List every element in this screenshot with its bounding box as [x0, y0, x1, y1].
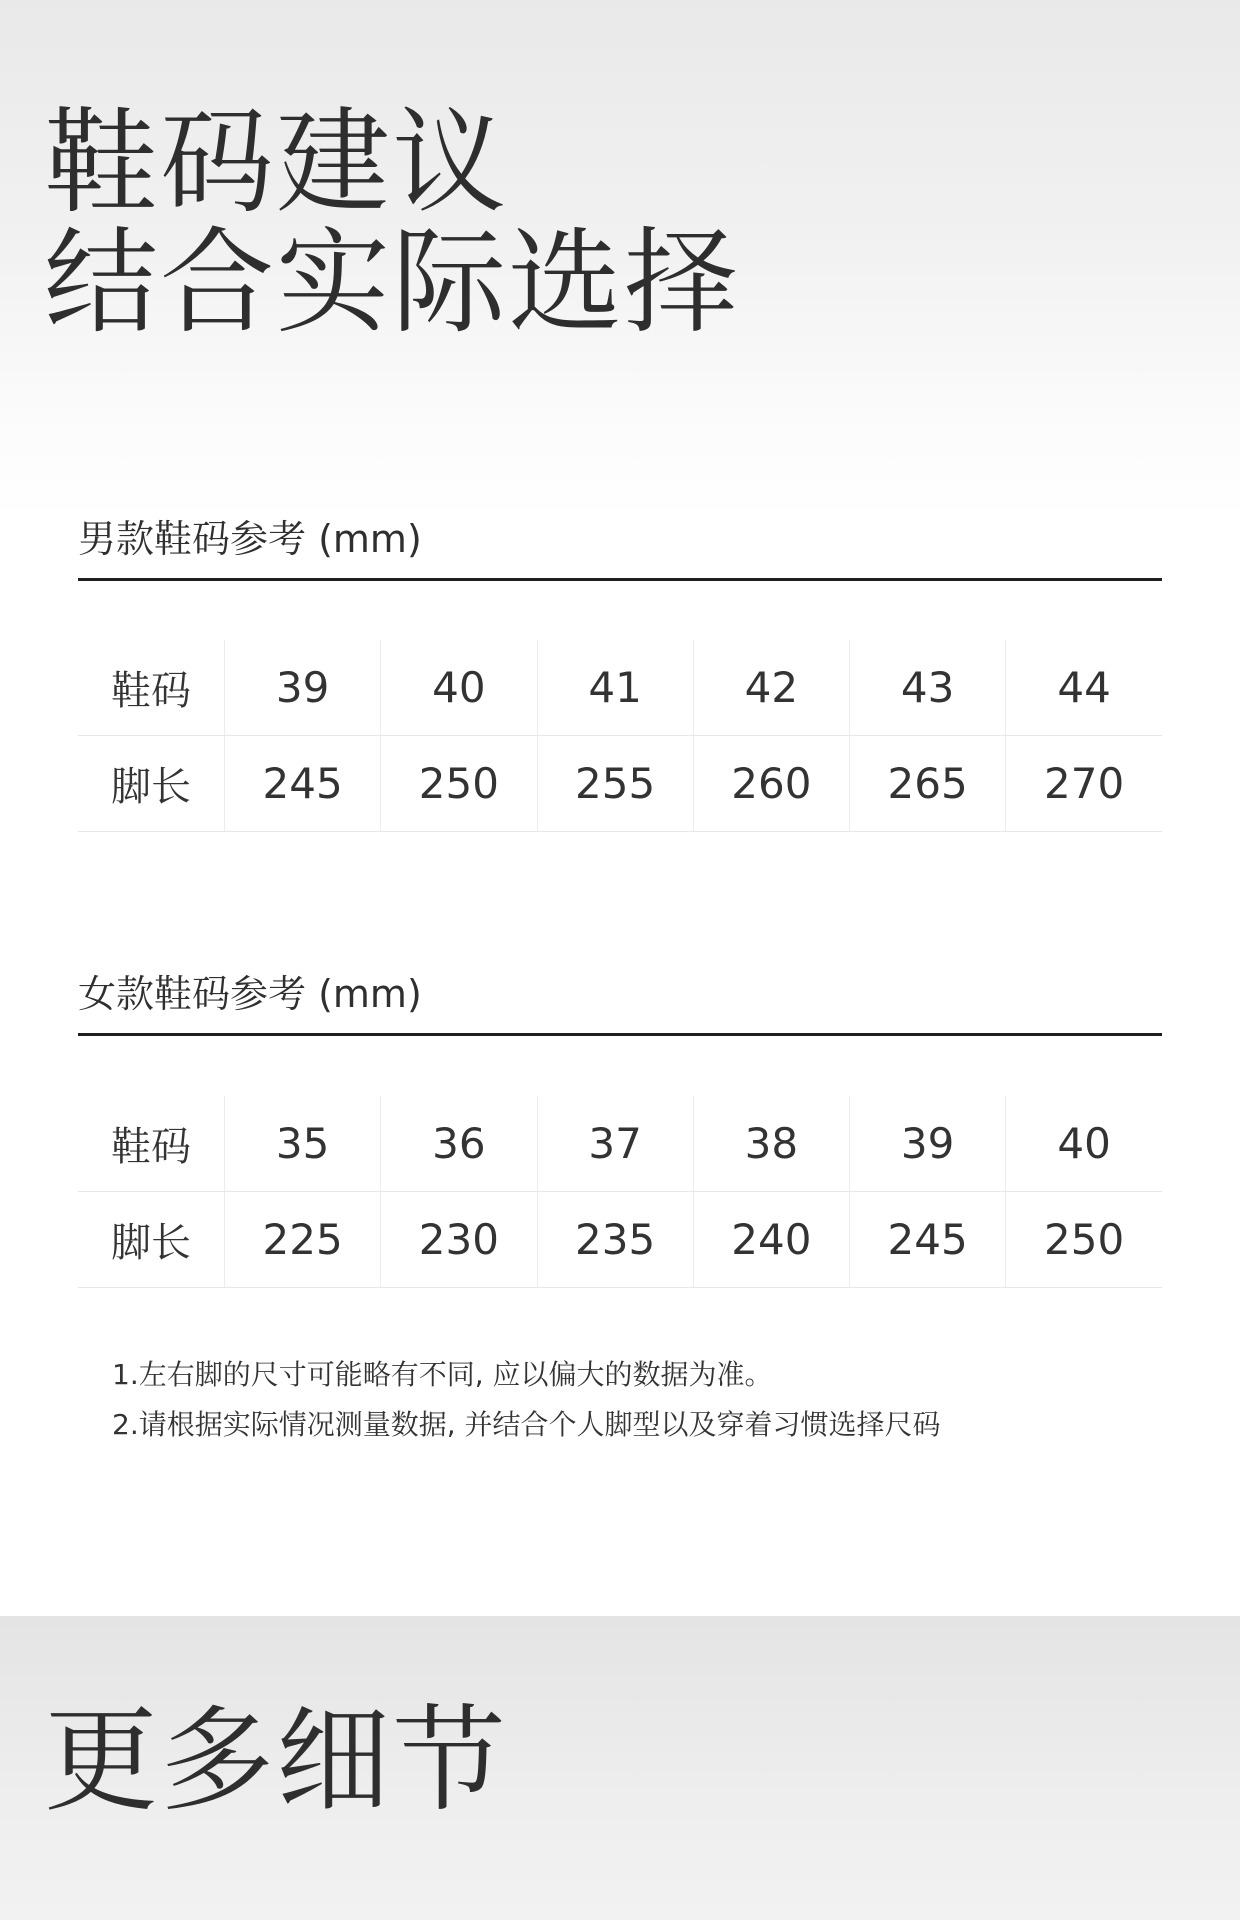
page-title-line1: 鞋码建议 [44, 96, 509, 229]
note-item: 2.请根据实际情况测量数据, 并结合个人脚型以及穿着习惯选择尺码 [112, 1408, 941, 1441]
size-cell: 44 [1006, 640, 1162, 736]
women-heading-rule [78, 1033, 1162, 1036]
length-cell: 225 [225, 1192, 381, 1288]
table-row [78, 640, 1162, 736]
length-cell: 230 [381, 1192, 537, 1288]
size-cell: 37 [537, 1096, 693, 1192]
size-cell: 38 [693, 1096, 849, 1192]
size-notes [112, 1350, 941, 1450]
length-cell: 265 [850, 736, 1006, 832]
page-title-line2: 结合实际选择 [44, 216, 741, 349]
row-label-size: 鞋码 [78, 1096, 225, 1192]
men-size-heading: 男款鞋码参考 (mm) [78, 517, 422, 561]
length-cell: 245 [225, 736, 381, 832]
length-cell: 245 [850, 1192, 1006, 1288]
length-cell: 255 [537, 736, 693, 832]
size-cell: 40 [1006, 1096, 1162, 1192]
more-details-title: 更多细节 [44, 1694, 509, 1827]
size-cell: 39 [225, 640, 381, 736]
length-cell: 250 [381, 736, 537, 832]
women-size-heading: 女款鞋码参考 (mm) [78, 972, 422, 1016]
row-label-size: 鞋码 [78, 640, 225, 736]
size-cell: 41 [537, 640, 693, 736]
size-cell: 36 [381, 1096, 537, 1192]
size-cell: 42 [693, 640, 849, 736]
table-row [78, 1192, 1162, 1288]
length-cell: 240 [693, 1192, 849, 1288]
women-size-table [78, 1096, 1162, 1288]
row-label-length: 脚长 [78, 1192, 225, 1288]
size-cell: 39 [850, 1096, 1006, 1192]
row-label-length: 脚长 [78, 736, 225, 832]
size-cell: 35 [225, 1096, 381, 1192]
length-cell: 250 [1006, 1192, 1162, 1288]
size-cell: 40 [381, 640, 537, 736]
length-cell: 270 [1006, 736, 1162, 832]
length-cell: 235 [537, 1192, 693, 1288]
table-row [78, 736, 1162, 832]
length-cell: 260 [693, 736, 849, 832]
table-row [78, 1096, 1162, 1192]
men-heading-rule [78, 578, 1162, 581]
size-cell: 43 [850, 640, 1006, 736]
note-item: 1.左右脚的尺寸可能略有不同, 应以偏大的数据为准。 [112, 1358, 773, 1391]
men-size-table [78, 640, 1162, 832]
